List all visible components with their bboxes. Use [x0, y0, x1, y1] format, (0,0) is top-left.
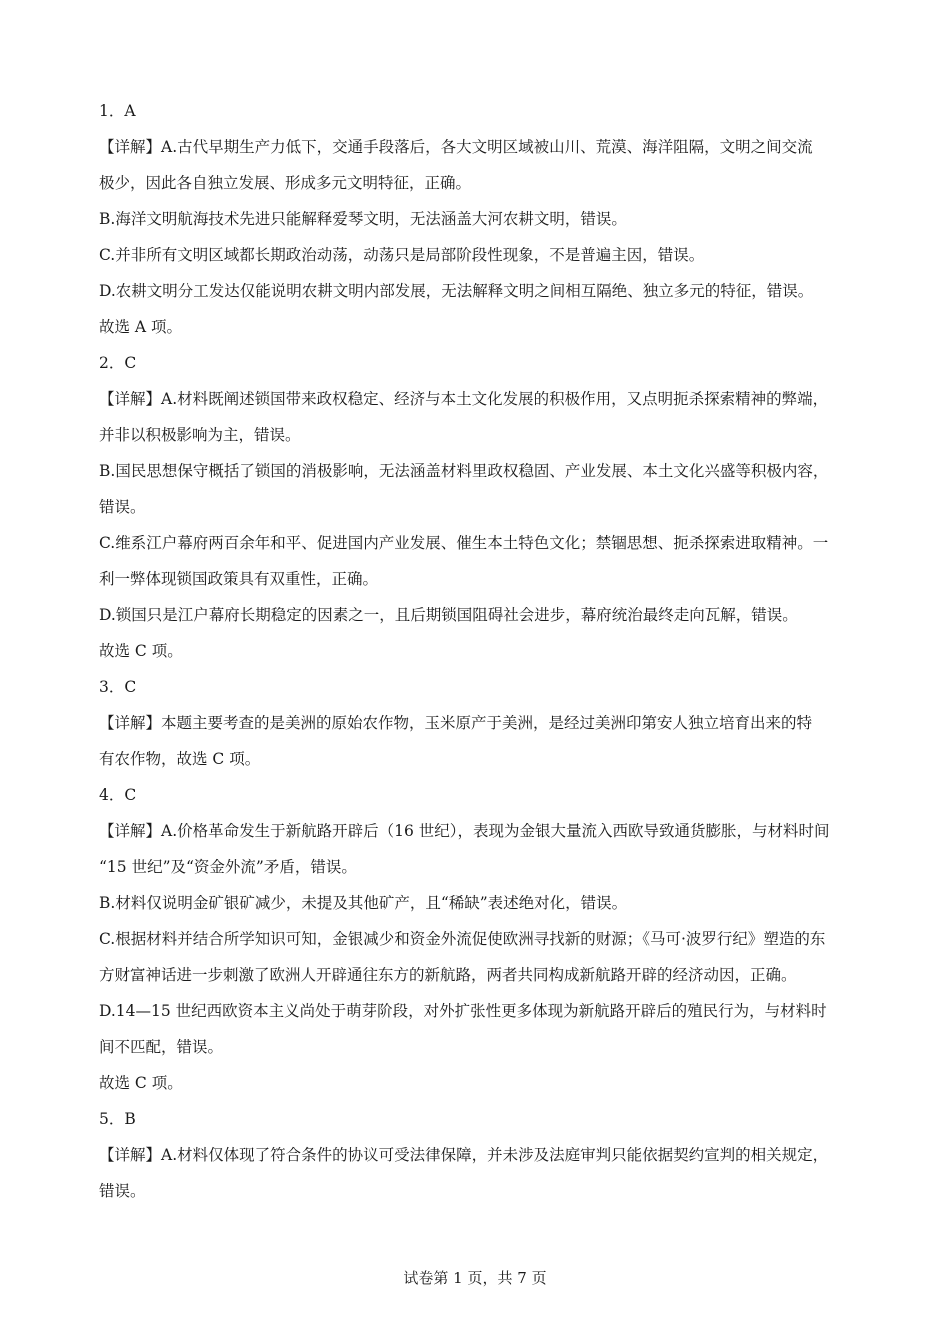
answer-detail-line: 【详解】A.价格革命发生于新航路开辟后（16 世纪），表现为金银大量流入西欧导致通货膨胀，与材料时间	[99, 822, 830, 840]
answer-detail-line: B.材料仅说明金矿银矿减少，未提及其他矿产，且“稀缺”表述绝对化，错误。	[99, 894, 628, 912]
answer-detail-line: D.农耕文明分工发达仅能说明农耕文明内部发展，无法解释文明之间相互隔绝、独立多元的特征，错误。	[99, 282, 814, 300]
answer-detail-line: 【详解】A.材料既阐述锁国带来政权稳定、经济与本土文化发展的积极作用，又点明扼杀探索精神的弊端，	[99, 390, 829, 408]
answer-detail-line: B.海洋文明航海技术先进只能解释爱琴文明，无法涵盖大河农耕文明，错误。	[99, 210, 627, 228]
answer-conclusion: 故选 C 项。	[99, 642, 183, 660]
answer-detail-line: 间不匹配，错误。	[99, 1038, 224, 1056]
answer-detail-line: D.14—15 世纪西欧资本主义尚处于萌芽阶段，对外扩张性更多体现为新航路开辟后的殖民行为，与材料时	[99, 1002, 827, 1020]
answer-detail-line: C.并非所有文明区域都长期政治动荡，动荡只是局部阶段性现象，不是普遍主因，错误。	[99, 246, 705, 264]
answer-detail-line: D.锁国只是江户幕府长期稳定的因素之一，且后期锁国阻碍社会进步，幕府统治最终走向瓦解，错误。	[99, 606, 798, 624]
answer-detail-line: 【详解】本题主要考查的是美洲的原始农作物，玉米原产于美洲，是经过美洲印第安人独立培育出来的特	[99, 714, 813, 732]
answer-detail-line: 错误。	[99, 498, 146, 516]
answer-conclusion: 故选 A 项。	[99, 318, 183, 336]
answer-detail-line: 方财富神话进一步刺激了欧洲人开辟通往东方的新航路，两者共同构成新航路开辟的经济动因，正确。	[99, 966, 797, 984]
answer-detail-line: 有农作物，故选 C 项。	[99, 750, 261, 768]
question-number: 4．C	[99, 786, 137, 804]
answer-detail-line: 并非以积极影响为主，错误。	[99, 426, 301, 444]
answer-detail-line: C.根据材料并结合所学知识可知，金银减少和资金外流促使欧洲寻找新的财源；《马可·波罗行纪》塑造的东	[99, 930, 826, 948]
question-number: 5．B	[99, 1110, 136, 1128]
answer-detail-line: “15 世纪”及“资金外流”矛盾，错误。	[99, 858, 357, 876]
answer-detail-line: 错误。	[99, 1182, 146, 1200]
answer-detail-line: B.国民思想保守概括了锁国的消极影响，无法涵盖材料里政权稳固、产业发展、本土文化兴盛等积极内容，	[99, 462, 829, 480]
answer-detail-line: 【详解】A.材料仅体现了符合条件的协议可受法律保障，并未涉及法庭审判只能依据契约宣判的相关规定，	[99, 1146, 829, 1164]
answer-detail-line: 【详解】A.古代早期生产力低下，交通手段落后，各大文明区域被山川、荒漠、海洋阻隔，文明之间交流	[99, 138, 813, 156]
page-footer: 试卷第 1 页，共 7 页	[403, 1269, 547, 1287]
answer-detail-line: 利一弊体现锁国政策具有双重性，正确。	[99, 570, 379, 588]
answer-conclusion: 故选 C 项。	[99, 1074, 183, 1092]
question-number: 3．C	[99, 678, 137, 696]
answer-detail-line: 极少，因此各自独立发展、形成多元文明特征，正确。	[99, 174, 472, 192]
question-number: 1．A	[99, 102, 136, 120]
answer-detail-line: C.维系江户幕府两百余年和平、促进国内产业发展、催生本土特色文化；禁锢思想、扼杀探索进取精神。一	[99, 534, 829, 552]
question-number: 2．C	[99, 354, 137, 372]
